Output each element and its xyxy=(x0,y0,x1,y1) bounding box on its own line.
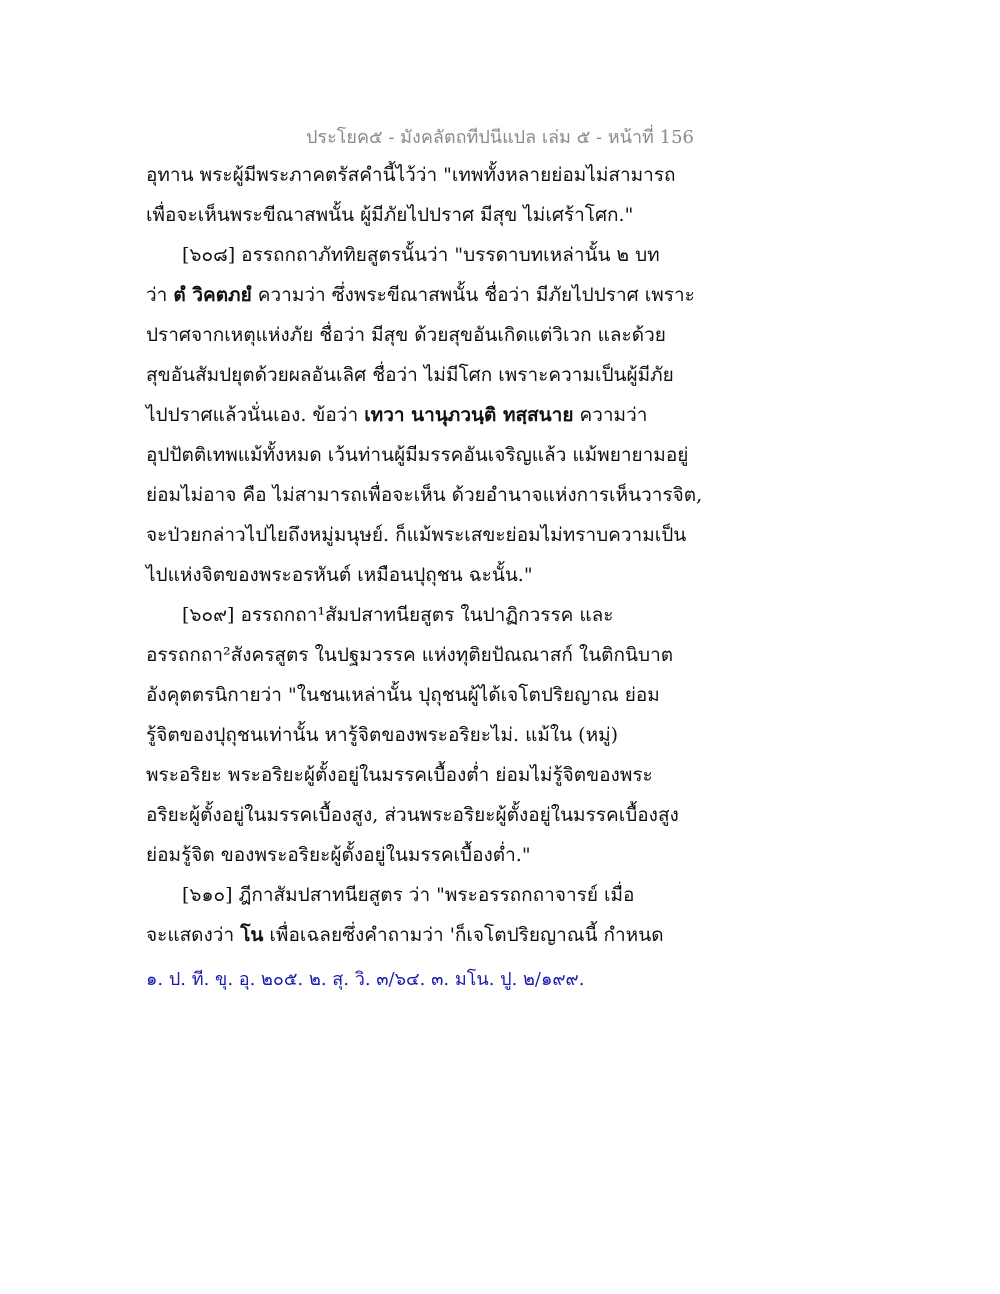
footnote: ๑. ป. ที. ขุ. อุ. ๒๐๕. ๒. สุ. วิ. ๓/๖๔. ๓. มโน. ปู. ๒/๑๙๙. xyxy=(146,969,585,990)
text-run: อุทาน พระผู้มีพระภาคตรัสคำนี้ไว้ว่า "เทพทั้งหลายย่อมไม่สามารถ xyxy=(146,164,676,186)
text-line xyxy=(146,355,726,395)
bold-pali-term: โน xyxy=(240,924,264,946)
text-line xyxy=(146,595,726,635)
body-text xyxy=(146,155,726,955)
text-run: ย่อมไม่อาจ คือ ไม่สามารถเพื่อจะเห็น ด้วยอำนาจแห่งการเห็นวารจิต, xyxy=(146,484,703,506)
text-line xyxy=(146,235,726,275)
bold-pali-term: เทวา นานุภวนฺติ ทสฺสนาย xyxy=(364,404,574,426)
text-line xyxy=(146,755,726,795)
text-line xyxy=(146,675,726,715)
text-line xyxy=(146,875,726,915)
text-run: สุขอันสัมปยุตด้วยผลอันเลิศ ชื่อว่า ไม่มีโศก เพราะความเป็นผู้มีภัย xyxy=(146,364,674,386)
text-line xyxy=(146,275,726,315)
text-run: [๖๐๘] อรรถกถาภัททิยสูตรนั้นว่า "บรรดาบทเหล่านั้น ๒ บท xyxy=(182,244,660,266)
bold-pali-term: ตํ วิคตภยํ xyxy=(173,284,252,306)
text-line xyxy=(146,155,726,195)
text-run: อังคุตตรนิกายว่า "ในชนเหล่านั้น ปุถุชนผู้ได้เจโตปริยญาณ ย่อม xyxy=(146,684,660,706)
page-header: ประโยค๕ - มังคลัตถทีปนีแปล เล่ม ๕ - หน้าที่ 156 xyxy=(306,127,694,148)
text-line xyxy=(146,795,726,835)
text-line xyxy=(146,915,726,955)
text-run: ว่า xyxy=(146,284,174,306)
text-run: [๖๑๐] ฎีกาสัมปสาทนียสูตร ว่า "พระอรรถกถาจารย์ เมื่อ xyxy=(182,884,635,906)
text-line xyxy=(146,315,726,355)
text-run: ปราศจากเหตุแห่งภัย ชื่อว่า มีสุข ด้วยสุขอันเกิดแต่วิเวก และด้วย xyxy=(146,324,666,346)
text-run: จะแสดงว่า xyxy=(146,924,241,946)
text-line xyxy=(146,395,726,435)
text-line xyxy=(146,435,726,475)
text-line xyxy=(146,635,726,675)
text-run: ความว่า xyxy=(573,404,648,426)
text-run: ไปแห่งจิตของพระอรหันต์ เหมือนปุถุชน ฉะนั้น." xyxy=(146,564,533,586)
text-run: รู้จิตของปุถุชนเท่านั้น หารู้จิตของพระอริยะไม่. แม้ใน (หมู่) xyxy=(146,724,619,746)
text-line xyxy=(146,195,726,235)
text-run: ไปปราศแล้วนั่นเอง. ข้อว่า xyxy=(146,404,365,426)
text-line xyxy=(146,555,726,595)
text-run: ย่อมรู้จิต ของพระอริยะผู้ตั้งอยู่ในมรรคเบื้องต่ำ." xyxy=(146,844,531,866)
text-run: อริยะผู้ตั้งอยู่ในมรรคเบื้องสูง, ส่วนพระอริยะผู้ตั้งอยู่ในมรรคเบื้องสูง xyxy=(146,804,679,826)
text-run: ความว่า ซึ่งพระขีณาสพนั้น ชื่อว่า มีภัยไปปราศ เพราะ xyxy=(251,284,695,306)
text-run: [๖๐๙] อรรถกถา¹สัมปสาทนียสูตร ในปาฏิกวรรค และ xyxy=(182,604,614,626)
text-run: พระอริยะ พระอริยะผู้ตั้งอยู่ในมรรคเบื้องต่ำ ย่อมไม่รู้จิตของพระ xyxy=(146,764,653,786)
text-line xyxy=(146,715,726,755)
text-run: เพื่อจะเห็นพระขีณาสพนั้น ผู้มีภัยไปปราศ มีสุข ไม่เศร้าโศก." xyxy=(146,204,634,226)
text-run: อุปปัตติเทพแม้ทั้งหมด เว้นท่านผู้มีมรรคอันเจริญแล้ว แม้พยายามอยู่ xyxy=(146,444,689,466)
text-run: อรรถกถา²สังครสูตร ในปฐมวรรค แห่งทุติยปัณณาสก์ ในติกนิบาต xyxy=(146,644,674,666)
text-line xyxy=(146,475,726,515)
text-line xyxy=(146,515,726,555)
text-run: จะป่วยกล่าวไปไยถึงหมู่มนุษย์. ก็แม้พระเสขะย่อมไม่ทราบความเป็น xyxy=(146,524,687,546)
text-run: เพื่อเฉลยซึ่งคำถามว่า 'ก็เจโตปริยญาณนี้ กำหนด xyxy=(263,924,664,946)
text-line xyxy=(146,835,726,875)
